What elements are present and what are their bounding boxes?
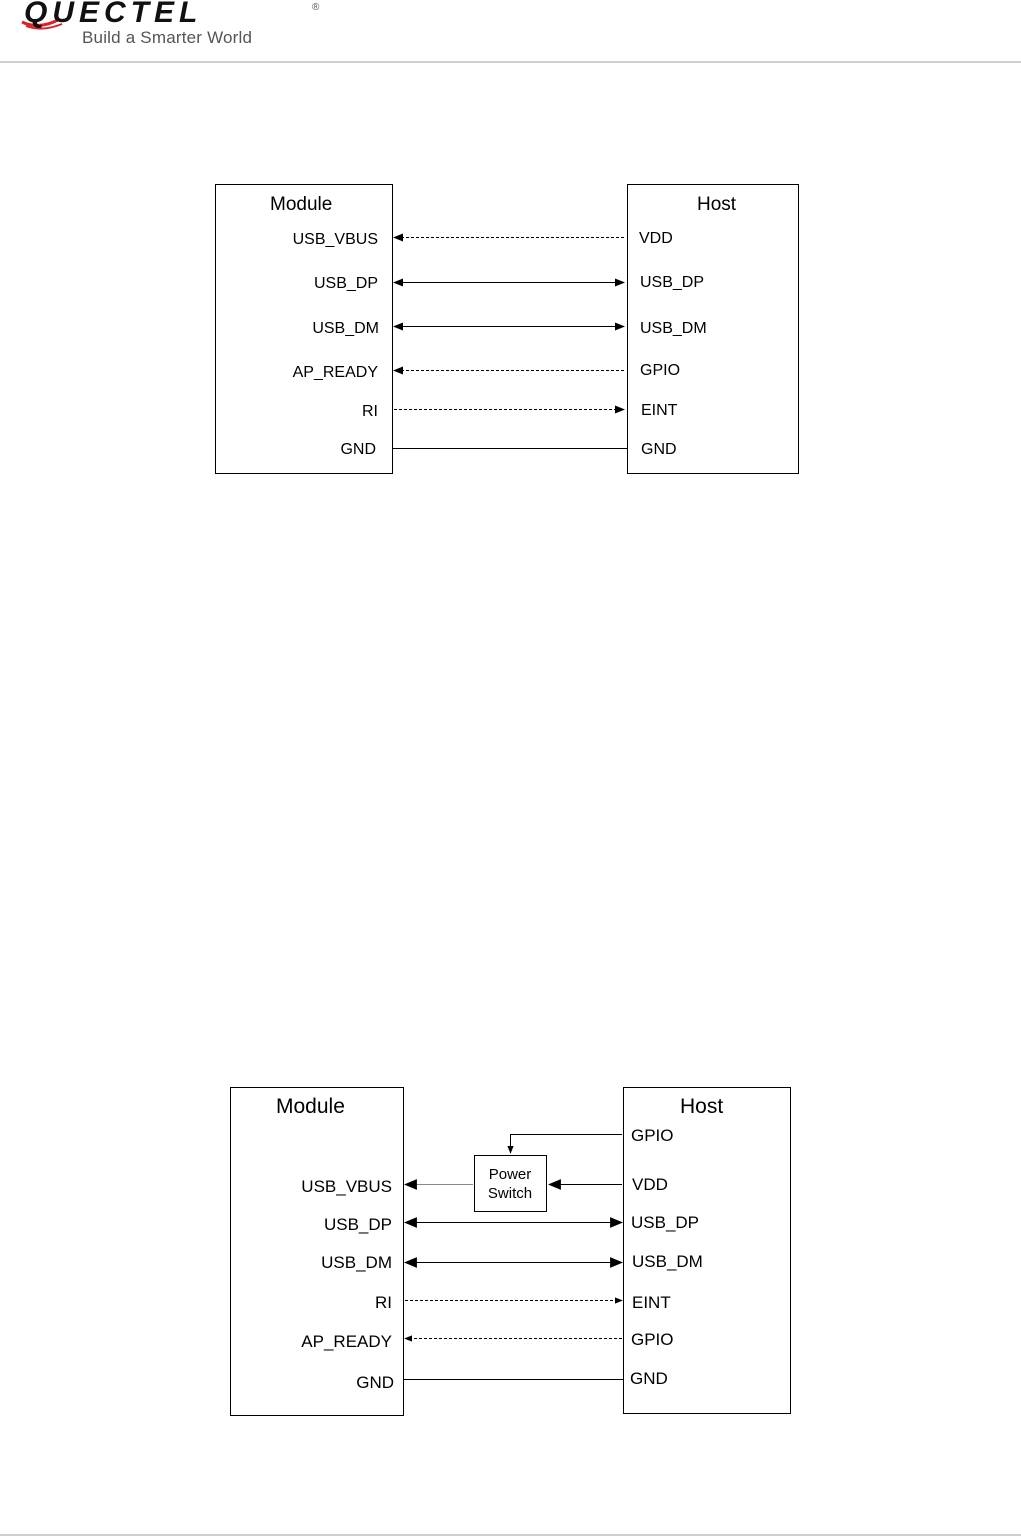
module-title: Module xyxy=(270,194,333,215)
host-pin-label: GND xyxy=(630,1369,668,1388)
host-title: Host xyxy=(680,1095,724,1118)
module-pin-label: AP_READY xyxy=(301,1332,392,1351)
power-switch-box xyxy=(475,1156,547,1212)
power-switch-label: Power xyxy=(488,1166,532,1183)
module-box xyxy=(231,1088,404,1416)
footer-divider xyxy=(0,1534,1021,1536)
header-divider xyxy=(0,61,1021,63)
host-pin-label: VDD xyxy=(639,230,673,247)
module-pin-label: USB_VBUS xyxy=(292,231,378,248)
module-pin-label: USB_DP xyxy=(323,1215,392,1234)
quectel-logo xyxy=(18,0,318,30)
host-pin-label: GPIO xyxy=(631,1126,674,1145)
module-pin-label: GND xyxy=(356,1373,394,1392)
power-switch-label: Switch xyxy=(487,1185,533,1202)
module-title: Module xyxy=(276,1095,345,1118)
module-pin-label: GND xyxy=(340,441,376,458)
host-pin-label: VDD xyxy=(632,1175,668,1194)
host-pin-label: GPIO xyxy=(631,1330,674,1349)
page-header xyxy=(0,0,1021,64)
gpio-control-arrow xyxy=(511,1135,623,1154)
usb-power-switch-diagram xyxy=(0,1075,1021,1425)
host-pin-label: USB_DP xyxy=(631,1213,700,1232)
host-pin-label: GPIO xyxy=(640,362,681,379)
module-pin-label: RI xyxy=(362,403,378,420)
host-title: Host xyxy=(697,194,737,215)
logo-wordmark: QUECTEL xyxy=(24,0,203,29)
module-pin-label: USB_DM xyxy=(312,320,379,337)
tagline: Build a Smarter World xyxy=(82,28,253,47)
module-pin-label: USB_DP xyxy=(313,275,378,292)
module-pin-label: AP_READY xyxy=(292,364,378,381)
host-pin-label: USB_DM xyxy=(632,1252,703,1271)
host-pin-label: EINT xyxy=(641,402,678,419)
host-pin-label: GND xyxy=(641,441,677,458)
registered-mark: ® xyxy=(312,2,320,13)
host-pin-label: USB_DM xyxy=(640,320,707,337)
module-pin-label: USB_VBUS xyxy=(301,1177,392,1196)
module-pin-label: USB_DM xyxy=(321,1253,392,1272)
host-pin-label: USB_DP xyxy=(640,274,705,291)
usb-connection-diagram xyxy=(0,170,1021,490)
module-pin-label: RI xyxy=(375,1293,392,1312)
host-pin-label: EINT xyxy=(632,1293,671,1312)
